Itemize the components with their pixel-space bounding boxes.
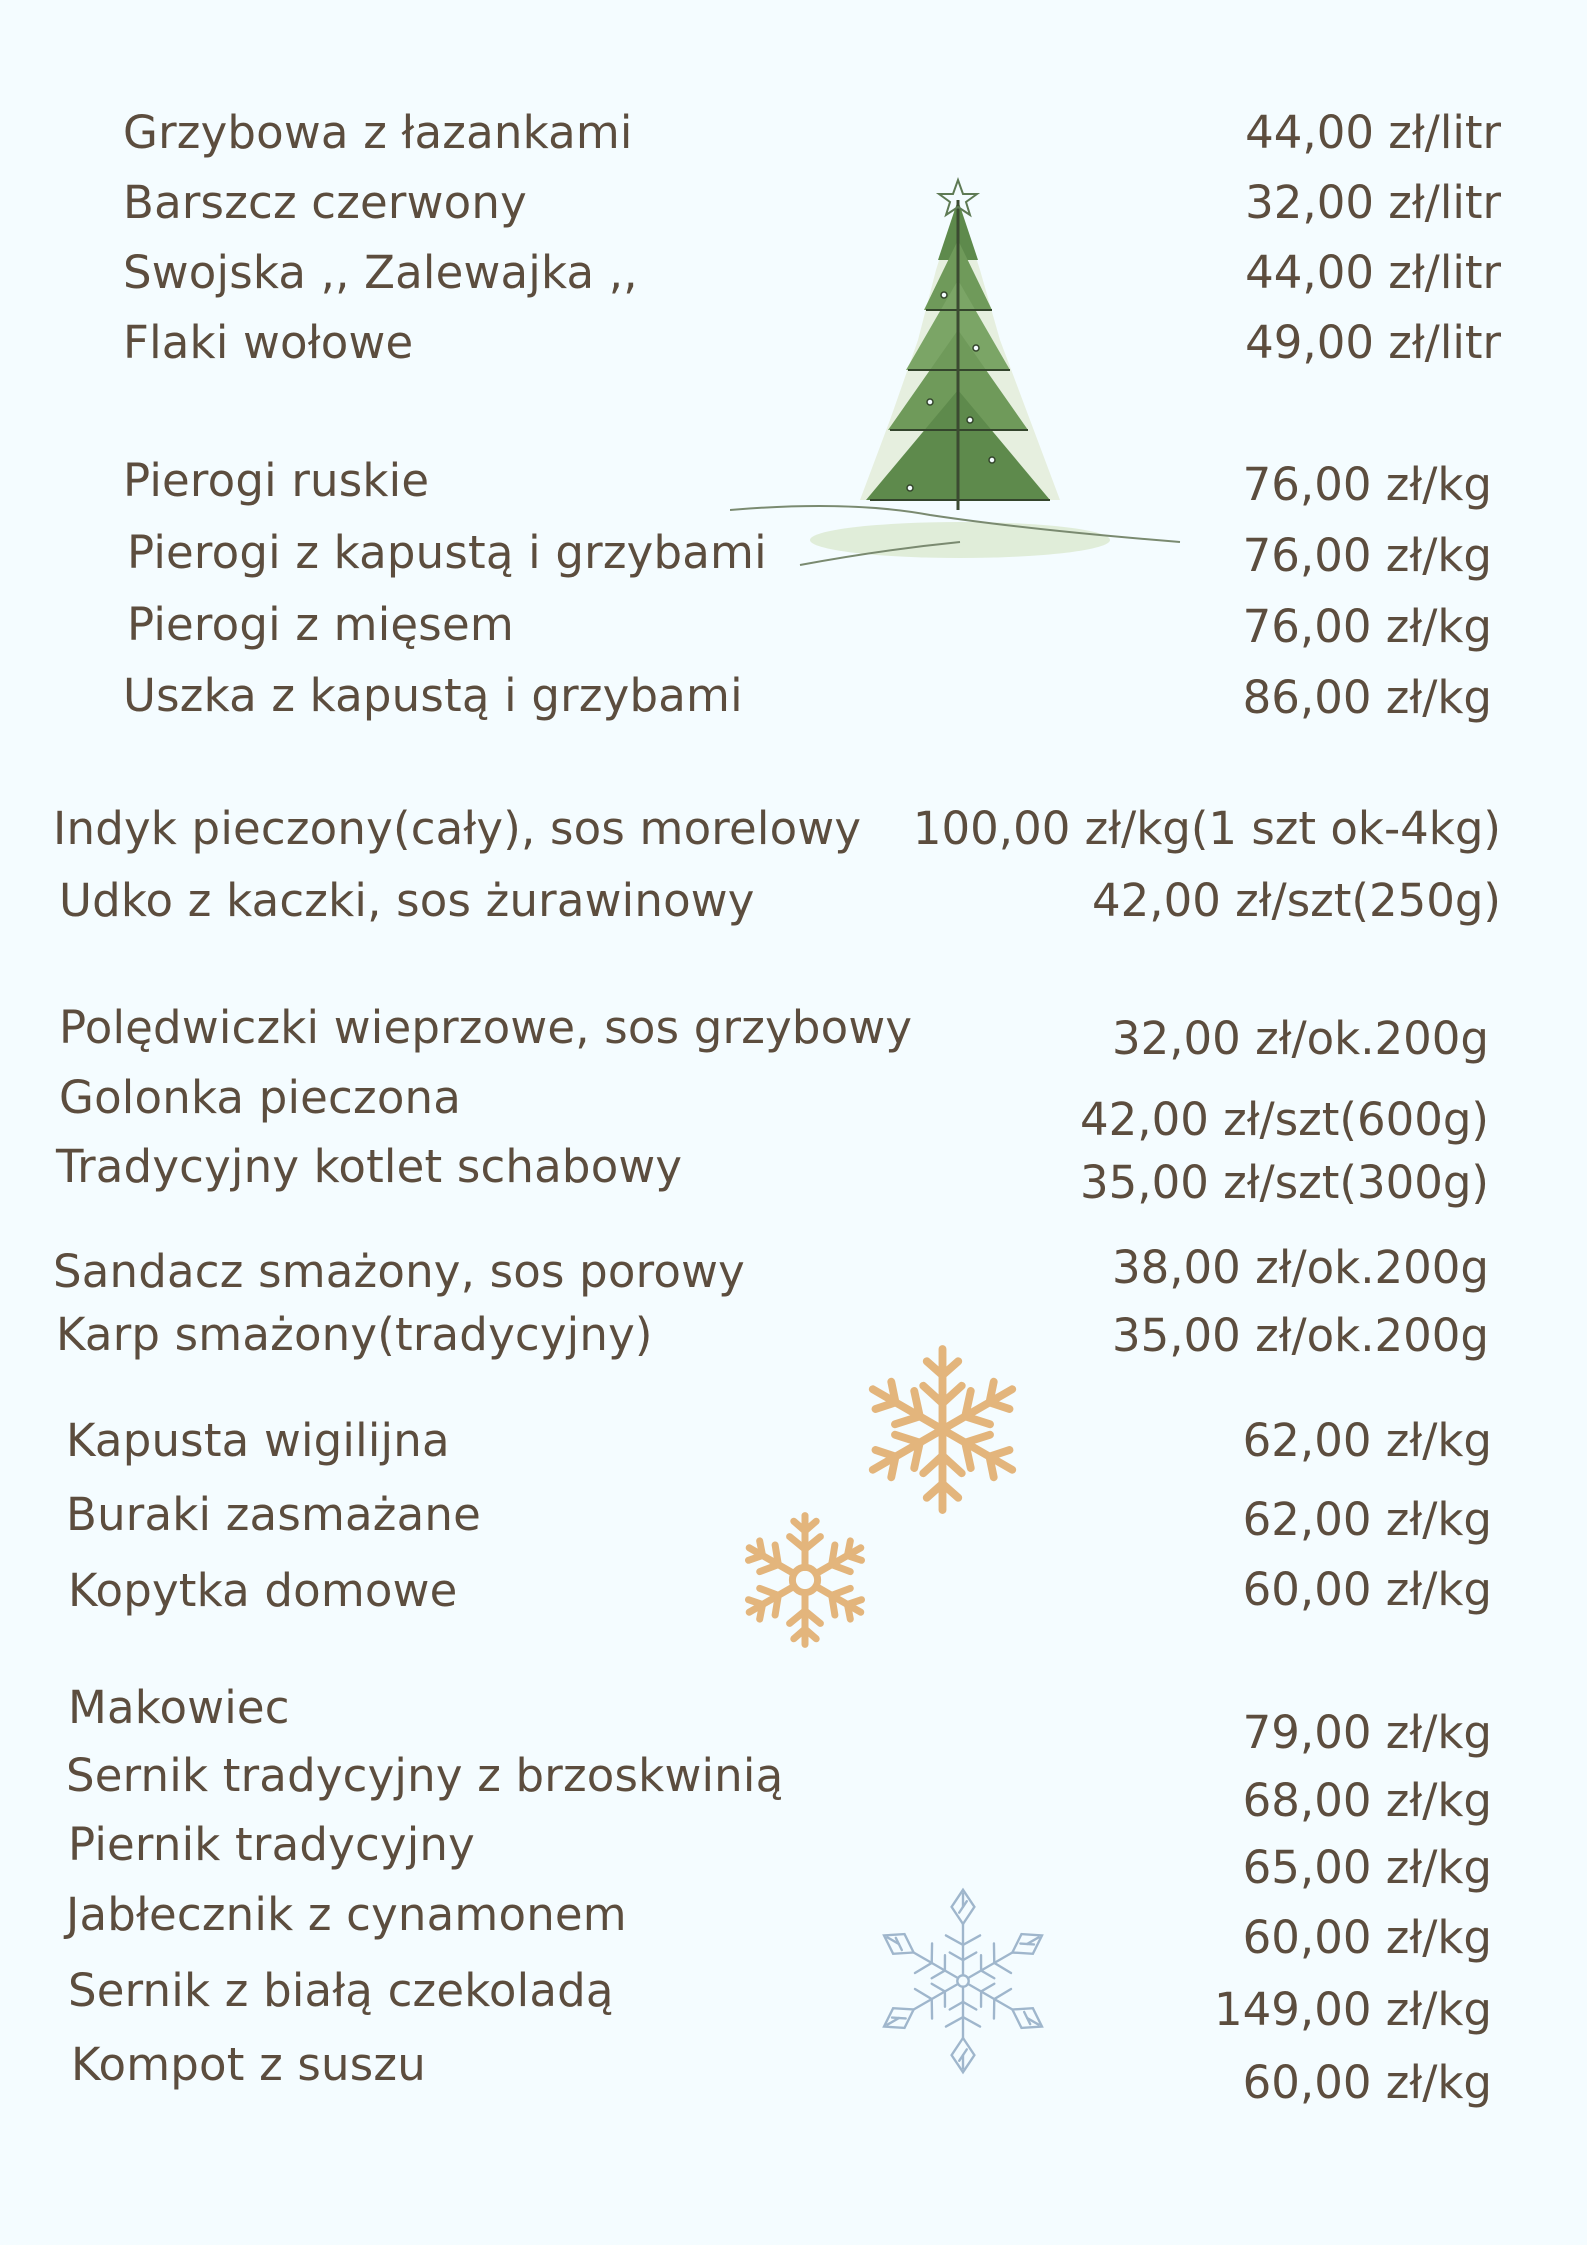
item-price: 35,00 zł/ok.200g: [1111, 1309, 1489, 1362]
item-name: Udko z kaczki, sos żurawinowy: [59, 874, 755, 927]
item-name: Pierogi z kapustą i grzybami: [127, 526, 767, 579]
item-price: 76,00 zł/kg: [1242, 600, 1492, 653]
item-price: 79,00 zł/kg: [1242, 1706, 1492, 1759]
item-name: Piernik tradycyjny: [68, 1818, 475, 1871]
snowflake-icon: [868, 1885, 1058, 2077]
item-price: 62,00 zł/kg: [1242, 1414, 1492, 1467]
item-price: 42,00 zł/szt(250g): [1092, 874, 1501, 927]
item-price: 49,00 zł/litr: [1245, 316, 1501, 369]
item-price: 65,00 zł/kg: [1242, 1841, 1492, 1894]
item-price: 86,00 zł/kg: [1242, 671, 1492, 724]
item-price: 76,00 zł/kg: [1242, 458, 1492, 511]
item-price: 62,00 zł/kg: [1242, 1493, 1492, 1546]
item-name: Sandacz smażony, sos porowy: [53, 1245, 745, 1298]
item-price: 60,00 zł/kg: [1242, 1911, 1492, 1964]
item-price: 35,00 zł/szt(300g): [1080, 1156, 1489, 1209]
item-name: Pierogi ruskie: [123, 454, 430, 507]
item-price: 76,00 zł/kg: [1242, 529, 1492, 582]
snowflake-icon: [855, 1342, 1030, 1517]
item-name: Barszcz czerwony: [123, 176, 527, 229]
item-price: 38,00 zł/ok.200g: [1111, 1241, 1489, 1294]
snowflake-icon: [730, 1510, 880, 1650]
item-price: 100,00 zł/kg(1 szt ok-4kg): [912, 802, 1501, 855]
item-name: Indyk pieczony(cały), sos morelowy: [53, 802, 862, 855]
item-price: 32,00 zł/litr: [1245, 176, 1501, 229]
item-price: 44,00 zł/litr: [1245, 246, 1501, 299]
item-price: 60,00 zł/kg: [1242, 1563, 1492, 1616]
item-price: 44,00 zł/litr: [1245, 106, 1501, 159]
item-name: Karp smażony(tradycyjny): [56, 1308, 653, 1361]
item-name: Uszka z kapustą i grzybami: [123, 669, 743, 722]
item-name: Kapusta wigilijna: [66, 1414, 450, 1467]
item-name: Pierogi z mięsem: [127, 598, 514, 651]
item-name: Golonka pieczona: [59, 1071, 462, 1124]
item-name: Kopytka domowe: [68, 1564, 458, 1617]
item-name: Tradycyjny kotlet schabowy: [56, 1140, 683, 1193]
item-name: Polędwiczki wieprzowe, sos grzybowy: [59, 1001, 913, 1054]
item-name: Makowiec: [68, 1681, 290, 1734]
item-name: Swojska ,, Zalewajka ,,: [123, 246, 638, 299]
item-name: Jabłecznik z cynamonem: [66, 1888, 627, 1941]
item-name: Grzybowa z łazankami: [123, 106, 633, 159]
item-price: 149,00 zł/kg: [1214, 1983, 1492, 2036]
christmas-tree-illustration: [730, 170, 1190, 580]
item-name: Sernik z białą czekoladą: [68, 1964, 614, 2017]
item-price: 68,00 zł/kg: [1242, 1774, 1492, 1827]
item-name: Buraki zasmażane: [66, 1488, 481, 1541]
item-name: Flaki wołowe: [123, 316, 414, 369]
item-price: 60,00 zł/kg: [1242, 2056, 1492, 2109]
item-name: Sernik tradycyjny z brzoskwinią: [66, 1749, 784, 1802]
item-name: Kompot z suszu: [71, 2038, 426, 2091]
item-price: 32,00 zł/ok.200g: [1111, 1012, 1489, 1065]
item-price: 42,00 zł/szt(600g): [1080, 1093, 1489, 1146]
